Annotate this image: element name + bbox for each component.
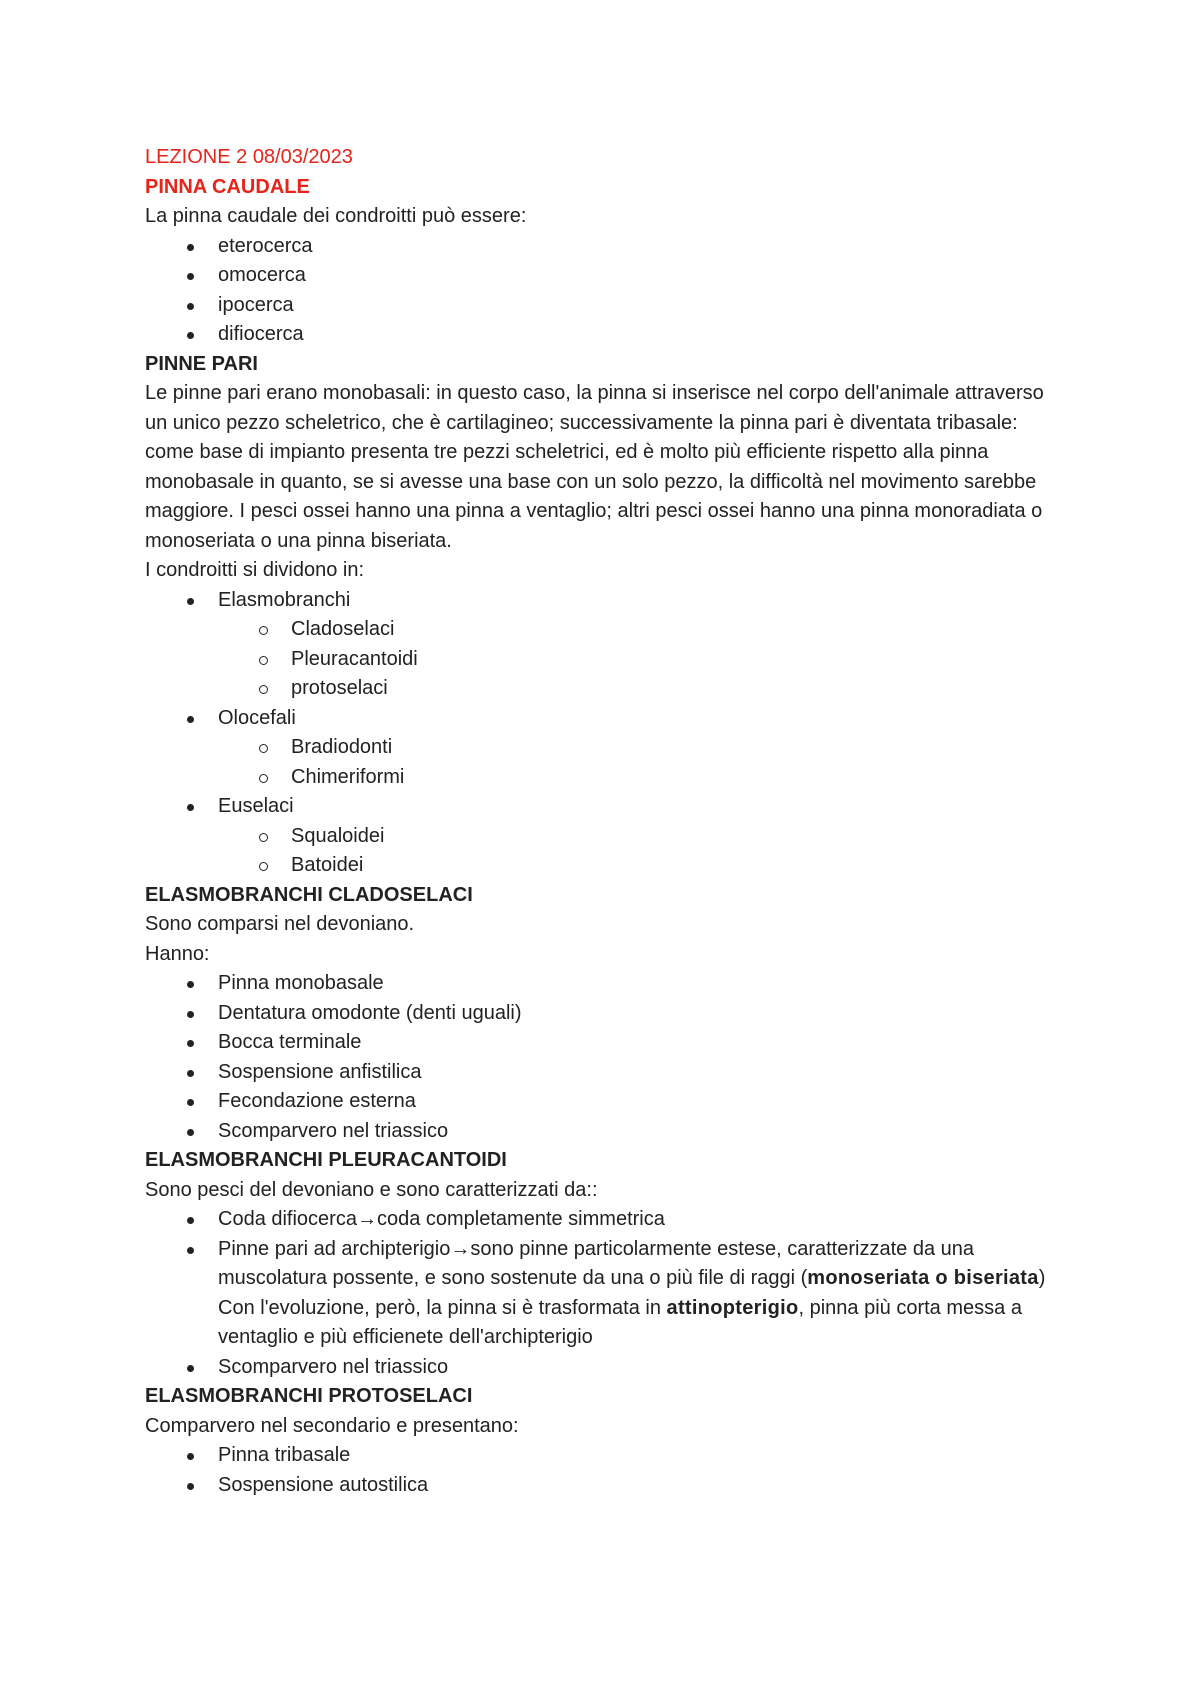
list-item: Elasmobranchi	[145, 586, 1065, 616]
list-item: Scomparvero nel triassico	[145, 1117, 1065, 1147]
heading-cladoselaci: ELASMOBRANCHI CLADOSELACI	[145, 883, 473, 906]
cladoselaci-list	[145, 969, 1065, 1146]
cladoselaci-line1: Sono comparsi nel devoniano.	[145, 913, 415, 935]
sub-list-item: Cladoselaci	[145, 615, 1065, 645]
sub-list-item: Chimeriformi	[145, 763, 1065, 793]
list-item: Pinna tribasale	[145, 1441, 1065, 1471]
condroitti-list	[145, 586, 1065, 881]
sub-list-item: Batoidei	[145, 851, 1065, 881]
list-item: eterocerca	[145, 232, 1065, 262]
pleuracantoidi-intro: Sono pesci del devoniano e sono caratterizzati da::	[145, 1178, 598, 1201]
heading-pinna-caudale: PINNA CAUDALE	[145, 175, 310, 198]
text-run: ) Con l'evoluzione, però, la pinna si è trasformata in	[218, 1267, 1046, 1319]
pinna-caudale-list	[145, 232, 1065, 350]
text-run: Pinne pari ad archipterigio→sono pinne particolarmente estese, caratterizzate da una muscolatura possente, e sono sostenute da una o più file di raggi (	[218, 1237, 974, 1289]
pinna-caudale-intro: La pinna caudale dei condroitti può essere:	[145, 205, 527, 227]
protoselaci-intro: Comparvero nel secondario e presentano:	[145, 1414, 519, 1437]
condroitti-intro: I condroitti si dividono in:	[145, 559, 365, 581]
list-item: Coda difiocerca→coda completamente simmetrica	[145, 1205, 1065, 1235]
list-item: omocerca	[145, 261, 1065, 291]
list-item: Scomparvero nel triassico	[145, 1353, 1065, 1383]
list-item: Euselaci	[145, 792, 1065, 822]
sub-list-item: protoselaci	[145, 674, 1065, 704]
document-page	[145, 143, 1065, 1500]
heading-pinne-pari: PINNE PARI	[145, 352, 258, 375]
list-item: ipocerca	[145, 291, 1065, 321]
sub-list-item: Squaloidei	[145, 822, 1065, 852]
lesson-title: LEZIONE 2 08/03/2023	[145, 146, 353, 168]
list-item: Fecondazione esterna	[145, 1087, 1065, 1117]
list-item: Olocefali	[145, 704, 1065, 734]
list-item: Sospensione anfistilica	[145, 1058, 1065, 1088]
list-item: Bocca terminale	[145, 1028, 1065, 1058]
list-item: Sospensione autostilica	[145, 1471, 1065, 1501]
heading-protoselaci: ELASMOBRANCHI PROTOSELACI	[145, 1385, 473, 1407]
bold-term-monoseriata: monoseriata o biseriata	[807, 1267, 1039, 1289]
bold-term-attinopterigio: attinopterigio	[666, 1296, 799, 1319]
list-item: difiocerca	[145, 320, 1065, 350]
list-item: Dentatura omodonte (denti uguali)	[145, 999, 1065, 1029]
pinne-pari-paragraph: Le pinne pari erano monobasali: in questo caso, la pinna si inserisce nel corpo dell'animale attraverso un unico pezzo scheletrico, che è cartilagineo; successivamente la pinna pari è diventata tribasale: come base di impianto presenta tre pezzi scheletrici, ed è molto più efficiente rispetto alla pinna monobasale in quanto, se si avesse una base con un solo pezzo, la difficoltà nel movimento sarebbe maggiore. I pesci ossei hanno una pinna a ventaglio; altri pesci ossei hanno una pinna monoradiata o monoseriata o una pinna biseriata.	[145, 382, 1044, 552]
protoselaci-list	[145, 1441, 1065, 1500]
heading-pleuracantoidi: ELASMOBRANCHI PLEURACANTOIDI	[145, 1149, 507, 1171]
list-item: Pinna monobasale	[145, 969, 1065, 999]
sub-list-item: Bradiodonti	[145, 733, 1065, 763]
sub-list-item: Pleuracantoidi	[145, 645, 1065, 675]
list-item	[145, 1235, 1065, 1353]
text-run: , pinna più corta messa a ventaglio e più efficienete dell'archipterigio	[218, 1296, 1022, 1348]
pleuracantoidi-list	[145, 1205, 1065, 1382]
cladoselaci-line2: Hanno:	[145, 942, 210, 965]
